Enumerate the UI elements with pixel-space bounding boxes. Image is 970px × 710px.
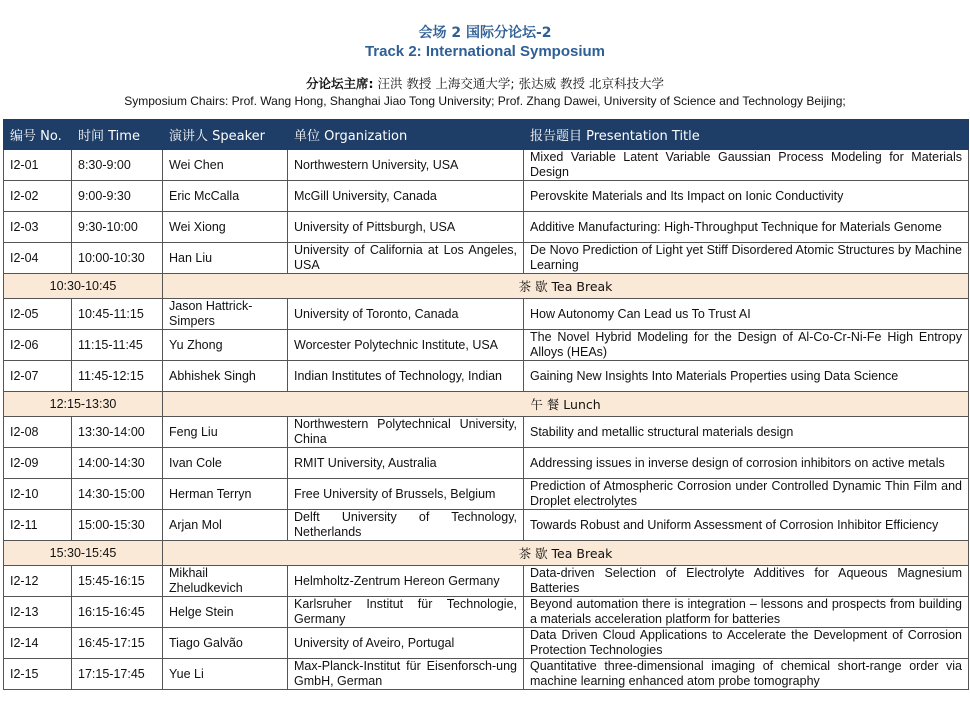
talk-no: I2-11: [4, 510, 72, 541]
talk-title: Data-driven Selection of Electrolyte Additives for Aqueous Magnesium Batteries: [524, 566, 969, 597]
talk-organization: Max-Planck-Institut für Eisenforsch-ung GmbH, German: [288, 659, 524, 690]
talk-row: [4, 628, 969, 659]
talk-title: Quantitative three-dimensional imaging of chemical short-range order via machine learning enhanced atom probe tomography: [524, 659, 969, 690]
talk-no: I2-10: [4, 479, 72, 510]
talk-time: 10:45-11:15: [72, 299, 163, 330]
talk-organization: Indian Institutes of Technology, Indian: [288, 361, 524, 392]
talk-time: 15:45-16:15: [72, 566, 163, 597]
talk-time: 9:00-9:30: [72, 181, 163, 212]
talk-organization: University of Pittsburgh, USA: [288, 212, 524, 243]
column-header-speaker: 演讲人 Speaker: [163, 120, 288, 150]
table-header-row: [4, 120, 969, 150]
talk-row: [4, 212, 969, 243]
talk-organization: University of Aveiro, Portugal: [288, 628, 524, 659]
talk-title: Beyond automation there is integration – lessons and prospects from building a materials acceleration platform for batteries: [524, 597, 969, 628]
talk-no: I2-08: [4, 417, 72, 448]
talk-row: [4, 448, 969, 479]
talk-no: I2-12: [4, 566, 72, 597]
talk-speaker: Abhishek Singh: [163, 361, 288, 392]
talk-organization: Helmholtz-Zentrum Hereon Germany: [288, 566, 524, 597]
talk-row: [4, 659, 969, 690]
talk-row: [4, 566, 969, 597]
talk-row: [4, 330, 969, 361]
talk-title: De Novo Prediction of Light yet Stiff Disordered Atomic Structures by Machine Learning: [524, 243, 969, 274]
talk-speaker: Mikhail Zheludkevich: [163, 566, 288, 597]
break-row: [4, 541, 969, 566]
talk-title: Gaining New Insights Into Materials Properties using Data Science: [524, 361, 969, 392]
talk-row: [4, 361, 969, 392]
break-label: 茶 歇 Tea Break: [163, 541, 969, 566]
talk-organization: Free University of Brussels, Belgium: [288, 479, 524, 510]
schedule-body: [4, 150, 969, 690]
talk-organization: University of California at Los Angeles, USA: [288, 243, 524, 274]
talk-time: 11:15-11:45: [72, 330, 163, 361]
talk-row: [4, 479, 969, 510]
break-row: [4, 392, 969, 417]
column-header-title: 报告题目 Presentation Title: [524, 120, 969, 150]
column-header-organization: 单位 Organization: [288, 120, 524, 150]
talk-organization: University of Toronto, Canada: [288, 299, 524, 330]
talk-speaker: Helge Stein: [163, 597, 288, 628]
talk-speaker: Herman Terryn: [163, 479, 288, 510]
talk-row: [4, 150, 969, 181]
talk-organization: RMIT University, Australia: [288, 448, 524, 479]
talk-no: I2-02: [4, 181, 72, 212]
talk-title: Towards Robust and Uniform Assessment of Corrosion Inhibitor Efficiency: [524, 510, 969, 541]
talk-no: I2-03: [4, 212, 72, 243]
break-label: 茶 歇 Tea Break: [163, 274, 969, 299]
break-row: [4, 274, 969, 299]
talk-organization: Northwestern Polytechnical University, China: [288, 417, 524, 448]
talk-speaker: Tiago Galvão: [163, 628, 288, 659]
talk-title: Addressing issues in inverse design of corrosion inhibitors on active metals: [524, 448, 969, 479]
talk-no: I2-06: [4, 330, 72, 361]
talk-time: 16:45-17:15: [72, 628, 163, 659]
talk-row: [4, 597, 969, 628]
chairs-cn: [0, 74, 970, 92]
talk-no: I2-04: [4, 243, 72, 274]
talk-time: 14:00-14:30: [72, 448, 163, 479]
talk-organization: Delft University of Technology, Netherlands: [288, 510, 524, 541]
break-time: 10:30-10:45: [4, 274, 163, 299]
break-label: 午 餐 Lunch: [163, 392, 969, 417]
talk-speaker: Han Liu: [163, 243, 288, 274]
talk-speaker: Arjan Mol: [163, 510, 288, 541]
talk-time: 16:15-16:45: [72, 597, 163, 628]
talk-time: 15:00-15:30: [72, 510, 163, 541]
column-header-no: 编号 No.: [4, 120, 72, 150]
talk-speaker: Yue Li: [163, 659, 288, 690]
talk-row: [4, 510, 969, 541]
talk-title: Stability and metallic structural materials design: [524, 417, 969, 448]
talk-time: 8:30-9:00: [72, 150, 163, 181]
talk-no: I2-01: [4, 150, 72, 181]
talk-title: Perovskite Materials and Its Impact on Ionic Conductivity: [524, 181, 969, 212]
talk-speaker: Yu Zhong: [163, 330, 288, 361]
talk-row: [4, 181, 969, 212]
talk-speaker: Wei Chen: [163, 150, 288, 181]
talk-time: 10:00-10:30: [72, 243, 163, 274]
column-header-time: 时间 Time: [72, 120, 163, 150]
talk-title: The Novel Hybrid Modeling for the Design of Al-Co-Cr-Ni-Fe High Entropy Alloys (HEAs): [524, 330, 969, 361]
talk-speaker: Feng Liu: [163, 417, 288, 448]
talk-no: I2-13: [4, 597, 72, 628]
talk-organization: Karlsruher Institut für Technologie, Germany: [288, 597, 524, 628]
talk-time: 17:15-17:45: [72, 659, 163, 690]
talk-row: [4, 243, 969, 274]
talk-title: Prediction of Atmospheric Corrosion under Controlled Dynamic Thin Film and Droplet electrolytes: [524, 479, 969, 510]
talk-organization: McGill University, Canada: [288, 181, 524, 212]
talk-no: I2-14: [4, 628, 72, 659]
talk-no: I2-07: [4, 361, 72, 392]
talk-organization: Worcester Polytechnic Institute, USA: [288, 330, 524, 361]
talk-time: 14:30-15:00: [72, 479, 163, 510]
talk-title: How Autonomy Can Lead us To Trust AI: [524, 299, 969, 330]
talk-organization: Northwestern University, USA: [288, 150, 524, 181]
talk-time: 13:30-14:00: [72, 417, 163, 448]
page-title-en: Track 2: International Symposium: [364, 43, 606, 60]
schedule-table: [3, 119, 969, 690]
chairs-cn-label: 分论坛主席:: [305, 76, 374, 91]
talk-speaker: Wei Xiong: [163, 212, 288, 243]
talk-no: I2-09: [4, 448, 72, 479]
talk-time: 11:45-12:15: [72, 361, 163, 392]
page-title-cn: 会场 2 国际分论坛-2: [418, 25, 552, 41]
talk-speaker: Eric McCalla: [163, 181, 288, 212]
talk-speaker: Ivan Cole: [163, 448, 288, 479]
talk-no: I2-15: [4, 659, 72, 690]
talk-no: I2-05: [4, 299, 72, 330]
talk-title: Data Driven Cloud Applications to Accelerate the Development of Corrosion Protection Technologies: [524, 628, 969, 659]
chairs-en: Symposium Chairs: Prof. Wang Hong, Shanghai Jiao Tong University; Prof. Zhang Dawei, University of Science and Technology Beijing;: [124, 94, 846, 108]
talk-row: [4, 299, 969, 330]
chairs-cn-text: 汪洪 教授 上海交通大学; 张达威 教授 北京科技大学: [373, 76, 665, 91]
break-time: 15:30-15:45: [4, 541, 163, 566]
talk-title: Additive Manufacturing: High-Throughput Technique for Materials Genome: [524, 212, 969, 243]
talk-time: 9:30-10:00: [72, 212, 163, 243]
talk-title: Mixed Variable Latent Variable Gaussian Process Modeling for Materials Design: [524, 150, 969, 181]
talk-speaker: Jason Hattrick-Simpers: [163, 299, 288, 330]
talk-row: [4, 417, 969, 448]
break-time: 12:15-13:30: [4, 392, 163, 417]
